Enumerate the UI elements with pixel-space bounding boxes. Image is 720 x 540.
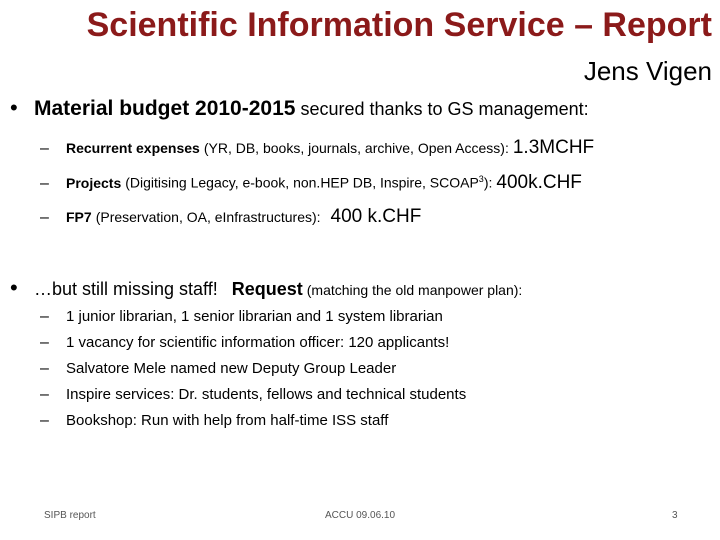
bullet-rest: secured thanks to GS management:	[300, 99, 589, 119]
staff-item-text: 1 junior librarian, 1 senior librarian and 1 system librarian	[66, 308, 443, 325]
dash-icon: –	[40, 412, 49, 429]
staff-item	[40, 308, 443, 326]
bullet-dot-icon: •	[10, 275, 18, 300]
staff-item-text: Bookshop: Run with help from half-time ISS staff	[66, 412, 389, 429]
budget-item-fp7	[40, 206, 421, 228]
bullet-dot-icon: •	[10, 95, 18, 120]
staff-item	[40, 412, 388, 430]
staff-item	[40, 334, 449, 352]
author-name: Jens Vigen	[583, 56, 712, 86]
staff-item-text: 1 vacancy for scientific information officer: 120 applicants!	[66, 334, 450, 351]
staff-item	[40, 386, 466, 404]
bullet-request: Request	[231, 279, 303, 299]
bullet-rest: (matching the old manpower plan):	[306, 282, 523, 298]
dash-icon: –	[40, 360, 49, 377]
dash-icon: –	[40, 308, 49, 325]
budget-item-key: Recurrent expenses	[66, 140, 200, 156]
budget-item-detail: (Preservation, OA, eInfrastructures):	[95, 209, 321, 225]
budget-item-detail: (YR, DB, books, journals, archive, Open Access):	[203, 140, 509, 156]
budget-item-value: 400 k.CHF	[330, 206, 422, 227]
dash-icon: –	[40, 386, 49, 403]
footer-center: ACCU 09.06.10	[325, 510, 396, 521]
dash-icon: –	[40, 140, 49, 157]
page-number: 3	[672, 510, 678, 521]
bullet-missing-staff	[10, 275, 522, 301]
dash-icon: –	[40, 334, 49, 351]
budget-item-value: 400k.CHF	[496, 172, 582, 193]
superscript: 3	[478, 174, 484, 185]
staff-item-text: Salvatore Mele named new Deputy Group Leader	[66, 360, 397, 377]
budget-item-recurrent	[40, 137, 594, 159]
detail-text: (Digitising Legacy, e-book, non.HEP DB, Inspire, SCOAP	[125, 175, 479, 191]
staff-item	[40, 360, 396, 378]
footer-left: SIPB report	[44, 510, 96, 521]
budget-item-value: 1.3MCHF	[512, 137, 595, 158]
bullet-lead: Material budget 2010-2015	[34, 97, 296, 120]
budget-item-detail	[125, 174, 492, 191]
budget-item-projects	[40, 172, 582, 194]
slide-title: Scientific Information Service – Report	[86, 6, 712, 44]
bullet-material-budget	[10, 95, 589, 121]
budget-item-key: FP7	[66, 209, 92, 225]
staff-item-text: Inspire services: Dr. students, fellows and technical students	[66, 386, 467, 403]
dash-icon: –	[40, 175, 49, 192]
detail-text-end: ):	[483, 175, 493, 191]
budget-item-key: Projects	[66, 175, 122, 191]
dash-icon: –	[40, 209, 49, 226]
bullet-lead: …but still missing staff!	[34, 279, 218, 299]
